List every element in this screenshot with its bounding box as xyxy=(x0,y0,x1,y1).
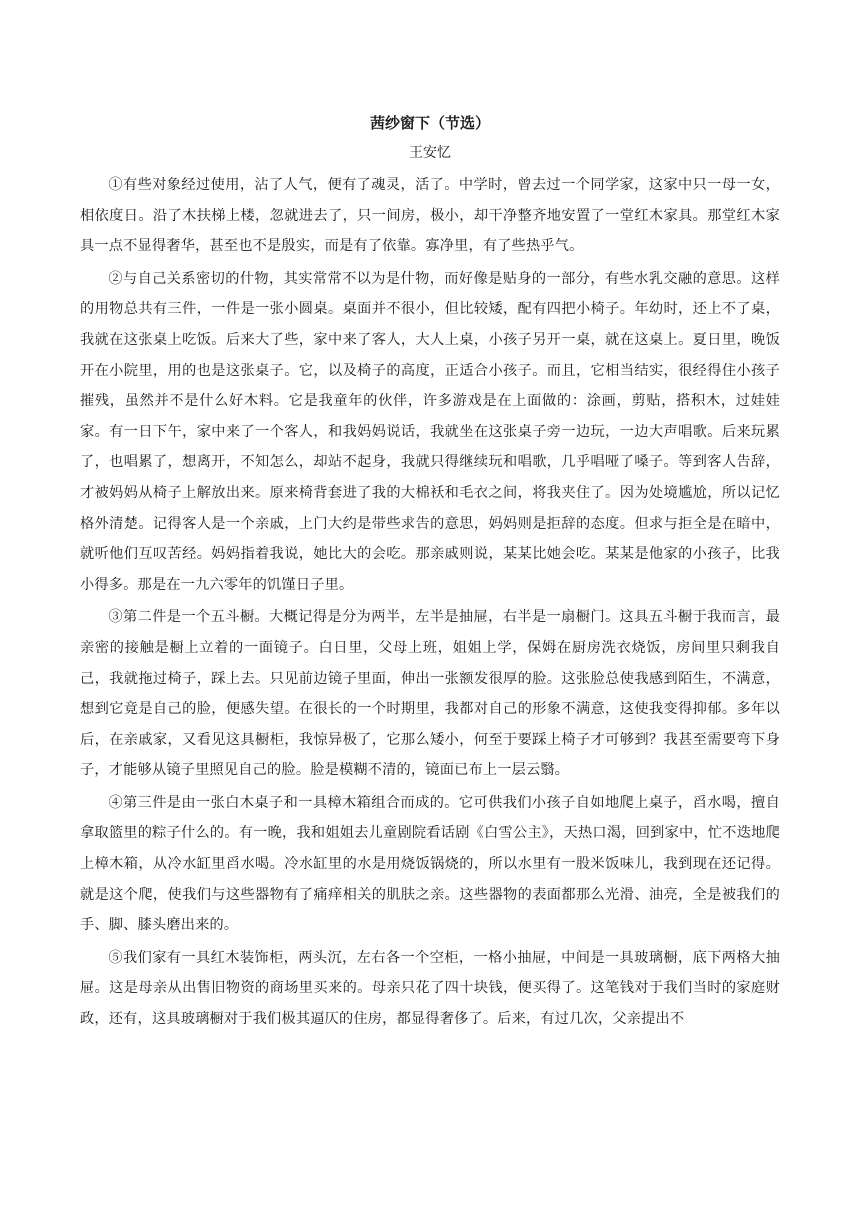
paragraph-4: ④第三件是由一张白木桌子和一具樟木箱组合而成的。它可供我们小孩子自如地爬上桌子，舀水喝，擅自拿取篮里的粽子什么的。有一晚，我和姐姐去儿童剧院看话剧《白雪公主》，天热口渴，回到家中，忙不迭地爬上樟木箱，从冷水缸里舀水喝。冷水缸里的水是用烧饭锅烧的，所以水里有一股米饭味儿，我到现在还记得。就是这个爬，使我们与这些器物有了痛痒相关的肌肤之亲。这些器物的表面都那么光滑、油亮，全是被我们的手、脚、膝头磨出来的。 xyxy=(80,794,780,934)
paragraph-5: ⑤我们家有一具红木装饰柜，两头沉，左右各一个空柜，一格小抽屉，中间是一具玻璃橱，底下两格大抽屉。这是母亲从出售旧物资的商场里买来的。母亲只花了四十块钱，便买得了。这笔钱对于我们当时的家庭财政，还有，这具玻璃橱对于我们极其逼仄的住房，都显得奢侈了。后来，有过几次，父亲提出不 xyxy=(80,949,780,1028)
paragraph-2: ②与自己关系密切的什物，其实常常不以为是什物，而好像是贴身的一部分，有些水乳交融的意思。这样的用物总共有三件，一件是一张小圆桌。桌面并不很小，但比较矮，配有四把小椅子。年幼时，还上不了桌，我就在这张桌上吃饭。后来大了些，家中来了客人，大人上桌，小孩子另开一桌，就在这桌上。夏日里，晚饭开在小院里，用的也是这张桌子。它，以及椅子的高度，正适合小孩子。而且，它相当结实，很经得住小孩子摧残，虽然并不是什么好木料。它是我童年的伙伴，许多游戏是在上面做的：涂画，剪贴，搭积木，过娃娃家。有一日下午，家中来了一个客人，和我妈妈说话，我就坐在这张桌子旁一边玩，一边大声唱歌。后来玩累了，也唱累了，想离开，不知怎么，却站不起身，我就只得继续玩和唱歌，几乎唱哑了嗓子。等到客人告辞，才被妈妈从椅子上解放出来。原来椅背套进了我的大棉袄和毛衣之间，将我夹住了。因为处境尴尬，所以记忆格外清楚。记得客人是一个亲戚，上门大约是带些求告的意思，妈妈则是拒辞的态度。但求与拒全是在暗中，就听他们互叹苦经。妈妈指着我说，她比大的会吃。那亲戚则说，某某比她会吃。某某是他家的小孩子，比我小得多。那是在一九六零年的饥馑日子里。 xyxy=(80,270,780,593)
article-title: 茜纱窗下（节选） xyxy=(369,114,490,132)
document-page xyxy=(80,108,780,1035)
paragraph-1: ①有些对象经过使用，沾了人气，便有了魂灵，活了。中学时，曾去过一个同学家，这家中只一母一女，相依度日。沿了木扶梯上楼，忽就进去了，只一间房，极小，却干净整齐地安置了一堂红木家具。那堂红木家具一点不显得奢华，甚至也不是殷实，而是有了依靠。寡净里，有了些热乎气。 xyxy=(80,177,780,255)
paragraph-3: ③第二件是一个五斗橱。大概记得是分为两半，左半是抽屉，右半是一扇橱门。这具五斗橱于我而言，最亲密的接触是橱上立着的一面镜子。白日里，父母上班，姐姐上学，保姆在厨房洗衣烧饭，房间里只剩我自己，我就拖过椅子，踩上去。只见前边镜子里面，伸出一张额发很厚的脸。这张脸总使我感到陌生，不满意，想到它竟是自己的脸，便感失望。在很长的一个时期里，我都对自己的形象不满意，这使我变得抑郁。多年以后，在亲戚家，又看见这具橱柜，我惊异极了，它那么矮小，何至于要踩上椅子才可够到？我甚至需要弯下身子，才能够从镜子里照见自己的脸。脸是模糊不清的，镜面已布上一层云翳。 xyxy=(80,609,780,779)
article-author: 王安忆 xyxy=(409,145,451,161)
